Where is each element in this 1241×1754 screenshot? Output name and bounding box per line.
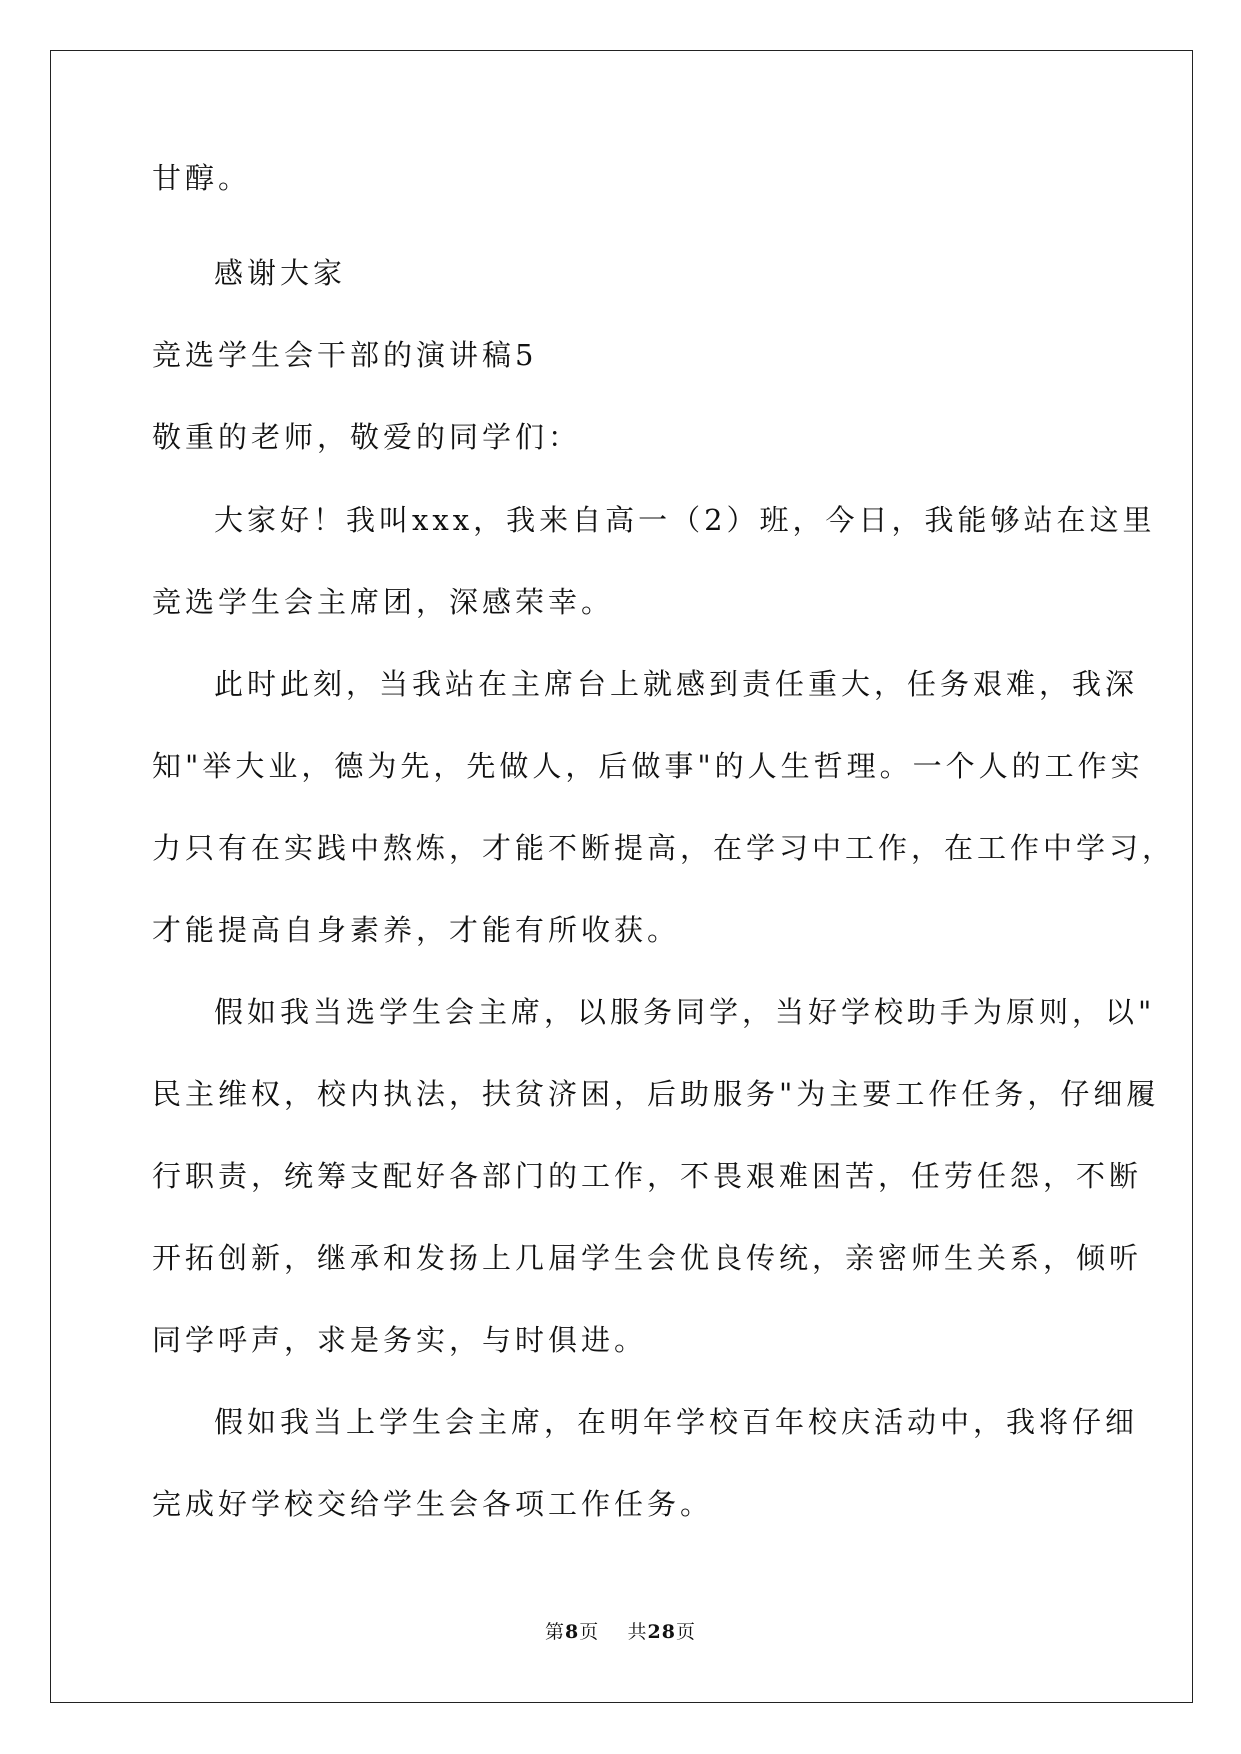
text-line: 此时此刻，当我站在主席台上就感到责任重大，任务艰难，我深 xyxy=(214,667,1139,701)
text-line: 感谢大家 xyxy=(214,256,347,290)
section-title: 竞选学生会干部的演讲稿5 xyxy=(152,338,538,372)
total-prefix: 共 xyxy=(627,1621,648,1643)
text-line: 竞选学生会主席团，深感荣幸。 xyxy=(152,585,615,619)
total-pages: 28 xyxy=(647,1621,676,1643)
text-line: 完成好学校交给学生会各项工作任务。 xyxy=(152,1487,714,1521)
text-line: 才能提高自身素养，才能有所收获。 xyxy=(152,913,681,947)
text-line: 假如我当上学生会主席，在明年学校百年校庆活动中，我将仔细 xyxy=(214,1405,1139,1439)
text-line: 开拓创新，继承和发扬上几届学生会优良传统，亲密师生关系，倾听 xyxy=(152,1241,1143,1275)
text-line: 假如我当选学生会主席，以服务同学，当好学校助手为原则，以" xyxy=(214,995,1156,1029)
text-line: 民主维权，校内执法，扶贫济困，后助服务"为主要工作任务，仔细履 xyxy=(152,1077,1160,1111)
page-suffix: 页 xyxy=(579,1621,600,1643)
text-line: 同学呼声，求是务实，与时俱进。 xyxy=(152,1323,648,1357)
text-line: 知"举大业，德为先，先做人，后做事"的人生哲理。一个人的工作实 xyxy=(152,749,1144,783)
salutation: 敬重的老师，敬爱的同学们： xyxy=(152,420,582,454)
page-number: 8 xyxy=(565,1621,580,1643)
text-line: 力只有在实践中熬炼，才能不断提高，在学习中工作，在工作中学习， xyxy=(152,831,1176,865)
page-prefix: 第 xyxy=(545,1621,566,1643)
text-line: 甘醇。 xyxy=(152,161,252,195)
page-footer xyxy=(0,1620,1241,1644)
page-border xyxy=(50,50,1193,1703)
text-line: 行职责，统筹支配好各部门的工作，不畏艰难困苦，任劳任怨，不断 xyxy=(152,1159,1143,1193)
text-line: 大家好！我叫xxx，我来自高一（2）班，今日，我能够站在这里 xyxy=(214,503,1156,537)
total-suffix: 页 xyxy=(675,1621,696,1643)
